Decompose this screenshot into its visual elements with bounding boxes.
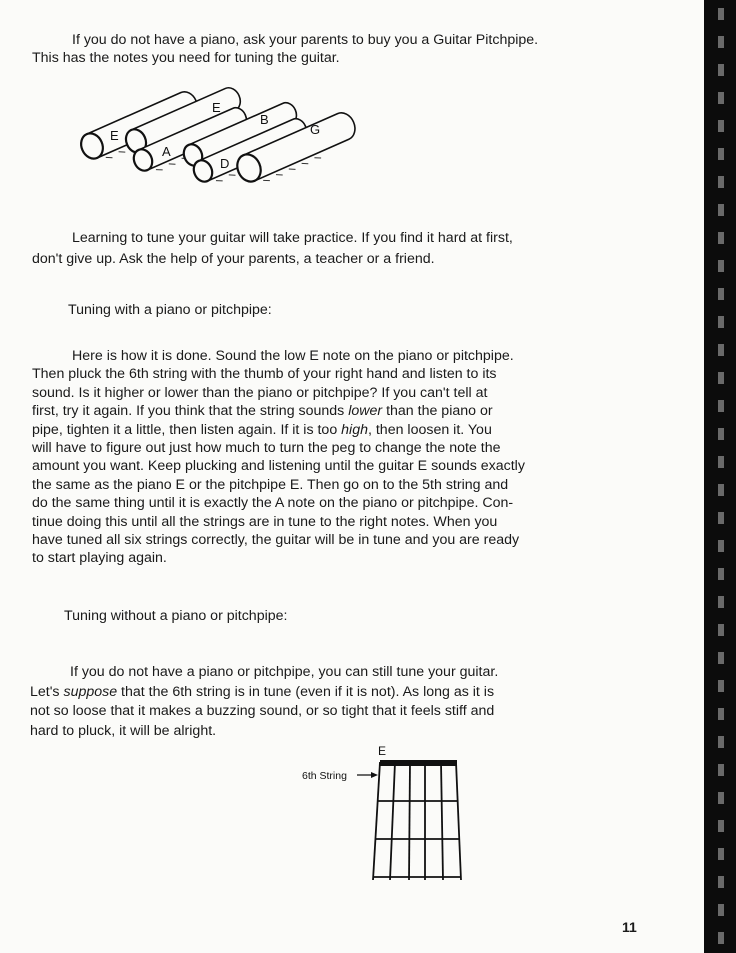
film-perforation (718, 92, 724, 104)
piano-tuning-paragraph (32, 347, 602, 568)
heading-text: Tuning with a piano or pitchpipe: (68, 302, 272, 318)
film-perforation (718, 876, 724, 888)
text-segment: amount you want. Keep plucking and listening until the guitar E sounds exactly (32, 458, 525, 475)
practice-paragraph (32, 228, 602, 270)
text-segment: Then pluck the 6th string with the thumb of your right hand and listen to its (32, 366, 497, 383)
guitar-string (390, 762, 395, 880)
film-perforation (718, 344, 724, 356)
film-perforation (718, 764, 724, 776)
emphasis-text: suppose (63, 683, 118, 700)
text-line (32, 365, 602, 383)
film-perforation (718, 540, 724, 552)
text-line (30, 663, 600, 683)
scan-edge-band (704, 0, 736, 953)
text-line (32, 347, 602, 365)
text-segment: first, try it again. If you think that the string sounds (32, 403, 349, 420)
no-piano-tuning-paragraph (30, 663, 600, 741)
film-perforation (718, 260, 724, 272)
sixth-string-label: 6th String (302, 770, 347, 782)
film-perforation (718, 120, 724, 132)
text-segment: will have to figure out just how much to turn the peg to change the note the (32, 440, 501, 457)
text-segment: than the piano or (382, 403, 493, 420)
film-perforation (718, 400, 724, 412)
text-segment: pipe, tighten it a little, then listen again. If it is too (32, 421, 342, 438)
text-line (32, 384, 602, 402)
text-segment: hard to pluck, it will be alright. (30, 722, 217, 739)
text-segment: Let's (30, 683, 64, 700)
text-segment: If you do not have a piano or pitchpipe, you can still tune your guitar. (70, 664, 499, 680)
text-line (32, 439, 602, 457)
film-perforation (718, 512, 724, 524)
page-number: 11 (622, 919, 637, 935)
emphasis-text: lower (348, 403, 383, 420)
film-perforation (718, 148, 724, 160)
note-label: G (310, 122, 321, 137)
film-perforation (718, 708, 724, 720)
film-perforation (718, 204, 724, 216)
film-perforation (718, 36, 724, 48)
text-line (32, 402, 602, 420)
text-line (32, 476, 602, 494)
text-segment: sound. Is it higher or lower than the piano or pitchpipe? If you can't tell at (32, 384, 488, 401)
heading-tuning-with-piano (68, 302, 638, 318)
text-line (32, 513, 602, 531)
pitchpipe-illustration (77, 85, 361, 191)
guitar-string (373, 762, 380, 880)
arrow-head-icon (371, 772, 378, 778)
text-line (30, 722, 600, 742)
text-segment: have tuned all six strings correctly, the guitar will be in tune and you are ready (32, 532, 520, 549)
text-segment: do the same thing until it is exactly the A note on the piano or pitchpipe. Con- (32, 495, 514, 512)
heading-tuning-without-piano (64, 608, 634, 624)
film-perforation (718, 316, 724, 328)
emphasis-text: high (341, 421, 368, 438)
film-perforation (718, 652, 724, 664)
film-perforation (718, 176, 724, 188)
text-segment: not so loose that it makes a buzzing sound, or so tight that it feels stiff and (30, 703, 495, 719)
nut (380, 760, 457, 766)
text-segment: , then loosen it. You (367, 421, 492, 438)
text-segment: This has the notes you need for tuning the guitar. (32, 50, 340, 66)
note-label: A (162, 144, 171, 159)
note-label: D (220, 156, 230, 171)
film-perforation (718, 904, 724, 916)
note-label: B (260, 112, 269, 127)
text-line (32, 549, 602, 567)
film-perforation (718, 64, 724, 76)
film-perforation (718, 736, 724, 748)
guitar-string (409, 762, 410, 880)
text-segment: tinue doing this until all the strings are in tune to the right notes. When you (32, 513, 498, 530)
film-perforation (718, 456, 724, 468)
film-perforation (718, 624, 724, 636)
film-perforation (718, 932, 724, 944)
text-line (32, 228, 602, 249)
film-perforation (718, 848, 724, 860)
guitar-string (456, 762, 461, 880)
film-perforation (718, 792, 724, 804)
fretboard-diagram (302, 744, 461, 880)
film-perforation (718, 568, 724, 580)
text-line (30, 683, 600, 703)
guitar-string (441, 762, 443, 880)
text-line (32, 494, 602, 512)
text-segment: that the 6th string is in tune (even if it is not). As long as it is (117, 683, 495, 700)
film-perforation (718, 596, 724, 608)
text-segment: don't give up. Ask the help of your parents, a teacher or a friend. (32, 251, 435, 267)
text-line (32, 249, 602, 270)
film-perforation (718, 232, 724, 244)
text-line (30, 702, 600, 722)
text-segment: Learning to tune your guitar will take practice. If you find it hard at first, (72, 230, 513, 246)
film-perforation (718, 8, 724, 20)
open-string-note: E (378, 744, 387, 758)
text-segment: the same as the piano E or the pitchpipe E. Then go on to the 5th string and (32, 476, 509, 493)
heading-text: Tuning without a piano or pitchpipe: (64, 608, 288, 624)
film-perforation (718, 820, 724, 832)
film-perforation (718, 428, 724, 440)
text-segment: If you do not have a piano, ask your parents to buy you a Guitar Pitchpipe. (72, 32, 539, 48)
note-label: E (212, 100, 221, 115)
text-line (32, 457, 602, 475)
text-line (32, 421, 602, 439)
film-perforation (718, 372, 724, 384)
film-perforation (718, 288, 724, 300)
text-segment: to start playing again. (32, 550, 167, 567)
text-segment: Here is how it is done. Sound the low E note on the piano or pitchpipe. (72, 348, 514, 364)
text-line (32, 531, 602, 549)
note-label: E (110, 128, 119, 143)
film-perforation (718, 680, 724, 692)
film-perforation (718, 484, 724, 496)
